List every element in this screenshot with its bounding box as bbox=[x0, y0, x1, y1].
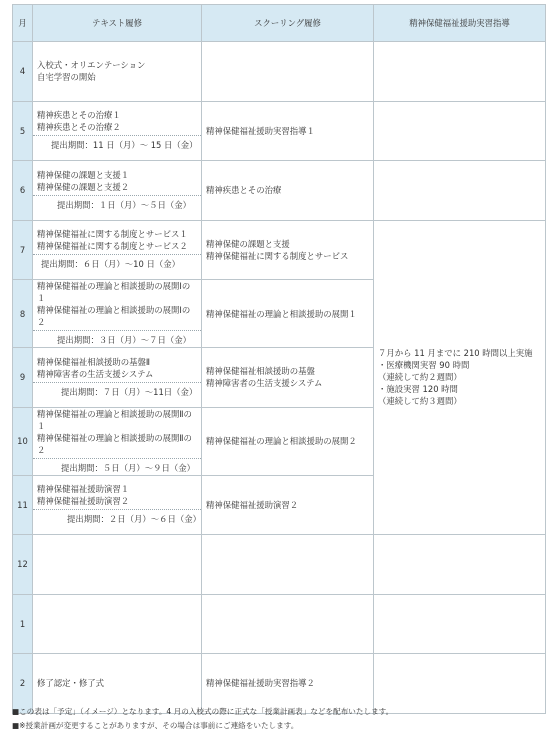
submission-period: 提出期間：６日（月）～10 日（金） bbox=[33, 254, 201, 271]
text-course-line: 精神保健福祉の理論と相談援助の展開Ⅱの２ bbox=[37, 432, 192, 455]
practicum-cell bbox=[374, 654, 546, 714]
schooling-cell bbox=[202, 475, 374, 535]
table-row bbox=[13, 594, 546, 654]
practicum-note-line: ・医療機関実習 90 時間 bbox=[378, 360, 470, 371]
practicum-cell bbox=[374, 101, 546, 161]
text-course-line: 精神保健福祉の理論と相談援助の展開Ⅰの２ bbox=[37, 305, 191, 327]
header-month: 月 bbox=[13, 5, 33, 42]
practicum-cell bbox=[374, 594, 546, 654]
month-cell: 2 bbox=[13, 654, 33, 714]
text-course-cell bbox=[33, 594, 202, 654]
footnote: ■※授業計画が変更することがありますが、その場合は事前にご連絡をいたします。 bbox=[12, 721, 299, 730]
practicum-note-line: ７月から 11 月までに 210 時間以上実施 bbox=[378, 348, 533, 359]
practicum-cell bbox=[374, 161, 546, 221]
text-course-line: 精神保健福祉に関する制度とサービス２ bbox=[37, 241, 188, 252]
practicum-cell bbox=[374, 535, 546, 595]
month-cell: 1 bbox=[13, 594, 33, 654]
schooling-line: 精神保健福祉援助演習２ bbox=[206, 499, 299, 510]
text-course-cell bbox=[33, 407, 202, 475]
text-course-line: 精神保健福祉援助演習１ bbox=[37, 484, 130, 495]
text-course-cell bbox=[33, 475, 202, 535]
practicum-note-line: （連続して約２週間） bbox=[378, 372, 462, 383]
schooling-cell bbox=[202, 348, 374, 408]
text-course-line: 修了認定・修了式 bbox=[37, 678, 104, 689]
schooling-line: 精神保健の課題と支援 bbox=[206, 238, 290, 249]
text-course-line: 精神障害者の生活支援システム bbox=[37, 368, 154, 379]
month-cell: 12 bbox=[13, 535, 33, 595]
text-course-cell bbox=[33, 161, 202, 221]
header-practicum-guidance: 精神保健福祉援助実習指導 bbox=[374, 5, 546, 42]
schooling-line: 精神保健福祉援助実習指導１ bbox=[206, 125, 315, 136]
month-cell: 10 bbox=[13, 407, 33, 475]
text-course-line: 入校式・オリエンテーション bbox=[37, 60, 146, 71]
header-text-course: テキスト履修 bbox=[33, 5, 202, 42]
schooling-cell bbox=[202, 280, 374, 348]
text-course-cell bbox=[33, 42, 202, 102]
month-cell: 8 bbox=[13, 280, 33, 348]
text-course-line: 自宅学習の開始 bbox=[37, 72, 96, 83]
schooling-cell bbox=[202, 535, 374, 595]
month-cell: 5 bbox=[13, 101, 33, 161]
text-course-line: 精神保健福祉相談援助の基盤Ⅱ bbox=[37, 356, 150, 367]
schooling-cell bbox=[202, 594, 374, 654]
month-cell: 9 bbox=[13, 348, 33, 408]
schooling-line: 精神疾患とその治療 bbox=[206, 185, 282, 196]
month-cell: 7 bbox=[13, 220, 33, 280]
table-row bbox=[13, 161, 546, 221]
submission-period: 提出期間：１日（月）～５日（金） bbox=[33, 195, 201, 212]
text-course-line: 精神保健福祉に関する制度とサービス１ bbox=[37, 229, 188, 240]
footnote: ■この表は「予定」（イメージ）となります。4 月の入校式の際に正式な「授業計画表」などを配布いたします。 bbox=[12, 707, 394, 716]
schooling-line: 精神保健福祉の理論と相談援助の展開２ bbox=[206, 436, 357, 446]
practicum-cell bbox=[374, 220, 546, 535]
table-row bbox=[13, 101, 546, 161]
month-cell: 11 bbox=[13, 475, 33, 535]
schooling-cell bbox=[202, 161, 374, 221]
schooling-cell bbox=[202, 101, 374, 161]
month-cell: 4 bbox=[13, 42, 33, 102]
table-row bbox=[13, 220, 546, 280]
month-cell: 6 bbox=[13, 161, 33, 221]
text-course-cell bbox=[33, 101, 202, 161]
schooling-cell bbox=[202, 42, 374, 102]
schooling-line: 精神保健福祉援助実習指導２ bbox=[206, 678, 315, 689]
practicum-cell bbox=[374, 42, 546, 102]
text-course-cell bbox=[33, 220, 202, 280]
submission-period: 提出期間：２日（月）～６日（金） bbox=[33, 509, 201, 526]
submission-period: 提出期間：５日（月）～９日（金） bbox=[33, 458, 201, 475]
practicum-note-line: ・施設実習 120 時間 bbox=[378, 384, 458, 395]
submission-period: 提出期間：７日（月）～11日（金） bbox=[33, 382, 201, 399]
text-course-line: 精神保健福祉の理論と相談援助の展開Ⅰの１ bbox=[37, 281, 191, 303]
schooling-cell bbox=[202, 407, 374, 475]
table-row bbox=[13, 42, 546, 102]
text-course-line: 精神疾患とその治療２ bbox=[37, 122, 121, 133]
text-course-line: 精神疾患とその治療１ bbox=[37, 110, 121, 121]
schooling-line: 精神保健福祉相談援助の基盤 bbox=[206, 366, 315, 377]
text-course-line: 精神保健福祉援助演習２ bbox=[37, 496, 130, 507]
text-course-cell bbox=[33, 280, 202, 348]
schooling-line: 精神保健福祉の理論と相談援助の展開１ bbox=[206, 308, 357, 319]
header-schooling-course: スクーリング履修 bbox=[202, 5, 374, 42]
text-course-line: 精神保健の課題と支援２ bbox=[37, 181, 130, 192]
text-course-cell bbox=[33, 348, 202, 408]
schooling-cell bbox=[202, 220, 374, 280]
table-row bbox=[13, 535, 546, 595]
practicum-note-line: （連続して約３週間） bbox=[378, 396, 462, 407]
submission-period: 提出期間：３日（月）～７日（金） bbox=[33, 330, 201, 347]
submission-period: 提出期間：11 日（月）～ 15 日（金） bbox=[33, 135, 201, 152]
schooling-line: 精神保健福祉に関する制度とサービス bbox=[206, 250, 349, 261]
schooling-line: 精神障害者の生活支援システム bbox=[206, 378, 323, 389]
text-course-line: 精神保健福祉の理論と相談援助の展開Ⅱの１ bbox=[37, 408, 192, 431]
text-course-line: 精神保健の課題と支援１ bbox=[37, 169, 130, 180]
text-course-cell bbox=[33, 535, 202, 595]
schedule-table bbox=[12, 4, 546, 714]
footnotes bbox=[12, 705, 393, 733]
